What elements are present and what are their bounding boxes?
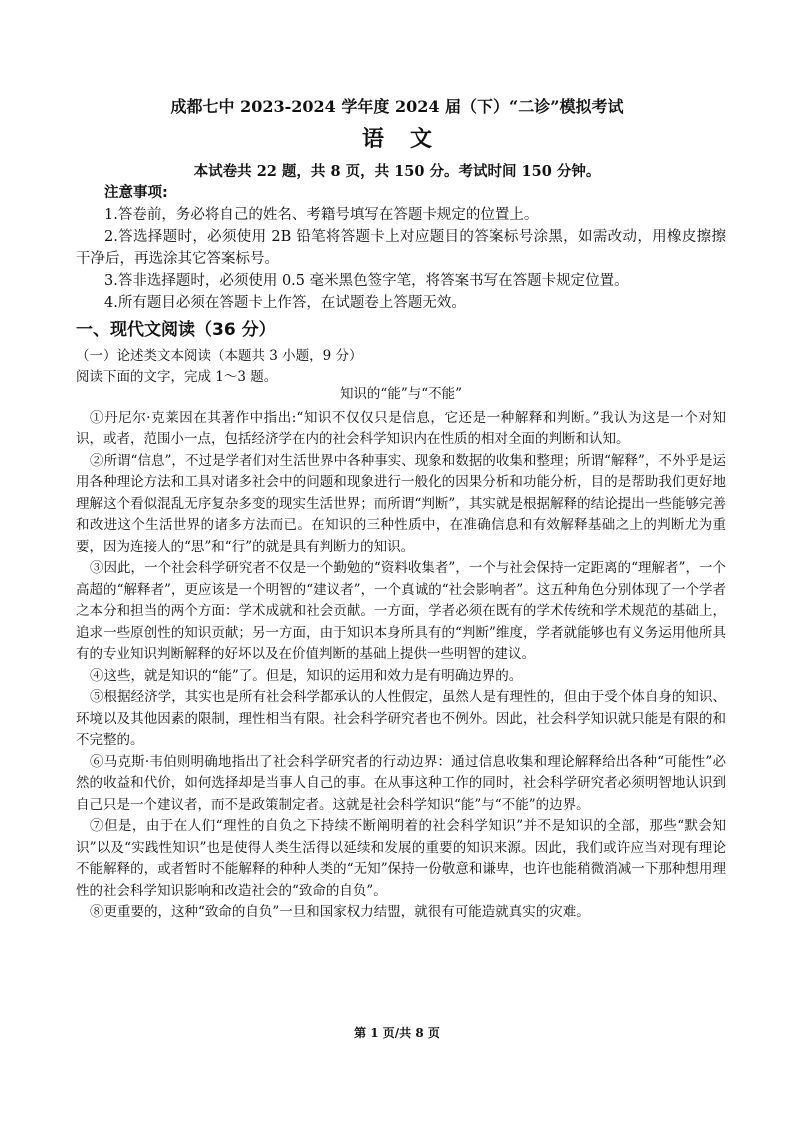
article-paragraph: ③因此，一个社会科学研究者不仅是一个勤勉的“资料收集者”，一个与社会保持一定距离的“理解者”，一个高超的“解释者”，更应该是一个明智的“建议者”，一个真诚的“社会影响者”。这五种角色分别体现了一个学者之本分和担当的两个方面：学术成就和社会贡献。一方面，学者必须在既有的学术传统和学术规范的基础上，追求一些原创性的知识贡献；另一方面，由于知识本身所具有的“判断”维度，学者就能够也有义务运用他所具有的专业知识判断解释的好坏以及在价值判断的基础上提供一些明智的建议。 xyxy=(76,560,726,662)
article-paragraph: ⑦但是，由于在人们“理性的自负之下持续不断阐明着的社会科学知识”并不是知识的全部，那些“默会知识”以及“实践性知识”也是使得人类生活得以延续和发展的重要的知识来源。因此，我们或许应当对现有理论不能解释的，或者暂时不能解释的种种人类的“无知”保持一份敬意和谦卑，也许也能稍微消减一下那种想用理性的社会科学知识影响和改造社会的“致命的自负”。 xyxy=(76,818,726,899)
notice-block xyxy=(76,182,726,314)
article-paragraph: ②所谓“信息”，不过是学者们对生活世界中各种事实、现象和数据的收集和整理；所谓“解释”，不外乎是运用各种理论方法和工具对诸多社会中的问题和现象进行一般化的因果分析和功能分析，目的是帮助我们更好地理解这个看似混乱无序复杂多变的现实生活世界；而所谓“判断”，其实就是根据解释的结论提出一些能够完善和改进这个生活世界的诸多方法而已。在知识的三种性质中，在准确信息和有效解释基础之上的判断尤为重要，因为连接人的“思”和“行”的就是具有判断力的知识。 xyxy=(76,452,726,555)
exam-title: 成都七中 2023-2024 学年度 2024 届（下）“二诊”模拟考试 xyxy=(170,97,624,116)
article-paragraph: ⑤根据经济学，其实也是所有社会科学都承认的人性假定，虽然人是有理性的，但由于受个体自身的知识、环境以及其他因素的限制，理性相当有限。社会科学研究者也不例外。因此，社会科学知识就只能是有限的和不完整的。 xyxy=(76,689,726,748)
article-title: 知识的“能”与“不能” xyxy=(339,386,463,402)
article-paragraph: ⑧更重要的，这种“致命的自负”一旦和国家权力结盟，就很有可能造就真实的灾难。 xyxy=(90,904,590,920)
article-paragraph: ①丹尼尔·克莱因在其著作中指出:“知识不仅仅只是信息，它还是一种解释和判断。”我认为这是一个对知识，或者，范围小一点，包括经济学在内的社会科学知识内在性质的相对全面的判断和认知。 xyxy=(76,409,726,447)
notice-heading: 注意事项: xyxy=(104,185,168,201)
reading-instruction: 阅读下面的文字，完成 1～3 题。 xyxy=(76,369,278,385)
article xyxy=(76,384,726,924)
exam-info: 本试卷共 22 题，共 8 页，共 150 分。考试时间 150 分钟。 xyxy=(193,163,601,180)
article-paragraph: ④这些，就是知识的“能”了。但是，知识的运用和效力是有明确边界的。 xyxy=(90,667,523,684)
subsection-heading: （一）论述类文本阅读（本题共 3 小题，9 分） xyxy=(76,348,363,364)
article-paragraph: ⑥马克斯·韦伯则明确地指出了社会科学研究者的行动边界：通过信息收集和理论解释给出各种“可能性”必然的收益和代价，如何选择却是当事人自己的事。在从事这种工作的同时，社会科学研究者必须明智地认识到自己只是一个建议者，而不是政策制定者。这就是社会科学知识“能”与“不能”的边界。 xyxy=(76,753,726,813)
notice-item: 3.答非选择题时，必须使用 0.5 毫米黑色签字笔，将答案书写在答题卡规定位置。 xyxy=(104,273,629,289)
subject-title: 语文 xyxy=(361,126,458,152)
subsection-block xyxy=(76,346,726,388)
notice-item: 2.答选择题时，必须使用 2B 铅笔将答题卡上对应题目的答案标号涂黑，如需改动，用橡皮擦擦干净后，再选涂其它答案标号。 xyxy=(76,229,726,267)
notice-item: 4.所有题目必须在答题卡上作答，在试题卷上答题无效。 xyxy=(104,295,466,311)
notice-item: 1.答卷前，务必将自己的姓名、考籍号填写在答题卡规定的位置上。 xyxy=(104,207,539,223)
section-heading: 一、现代文阅读（36 分） xyxy=(76,320,276,340)
page-number: 第 1 页/共 8 页 xyxy=(354,1026,440,1040)
